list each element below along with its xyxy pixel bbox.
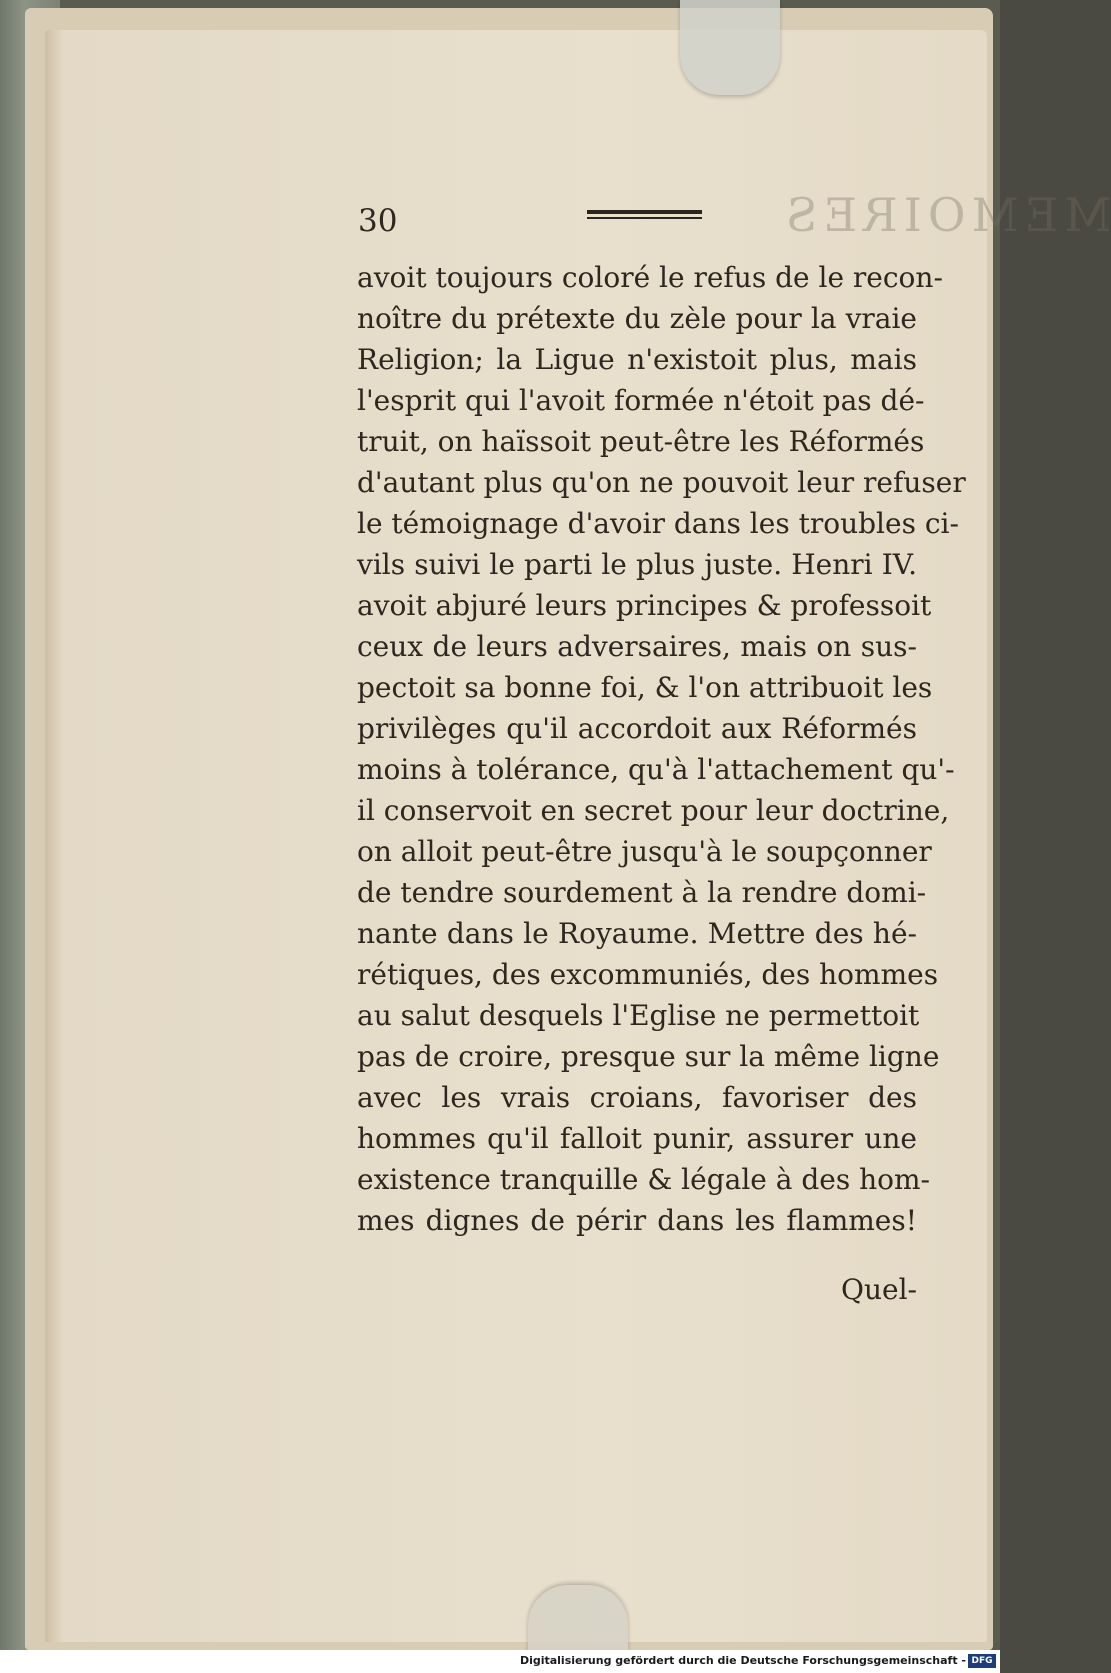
top-clip [680, 0, 780, 95]
text-line: mes dignes de périr dans les flammes! [357, 1204, 917, 1237]
text-line: l'esprit qui l'avoit formée n'étoit pas dé- [357, 384, 925, 417]
header-rule [587, 210, 702, 224]
text-line: existence tranquille & légale à des hom- [357, 1163, 931, 1196]
text-line: le témoignage d'avoir dans les troubles ci- [357, 507, 959, 540]
footer-credit: Digitalisierung gefördert durch die Deutsche Forschungsgemeinschaft - [519, 1654, 966, 1667]
dfg-logo: DFG [968, 1654, 996, 1668]
text-line: truit, on haïssoit peut-être les Réformés [357, 425, 925, 458]
page-number: 30 [358, 203, 398, 239]
text-line: privilèges qu'il accordoit aux Réformés [357, 712, 917, 745]
text-line: rétiques, des excommuniés, des hommes [357, 958, 939, 991]
text-line: de tendre sourdement à la rendre domi- [357, 876, 927, 909]
text-line: Religion; la Ligue n'existoit plus, mais [357, 343, 917, 376]
text-line: au salut desquels l'Eglise ne permettoit [357, 999, 920, 1032]
text-line: pas de croire, presque sur la même ligne [357, 1040, 940, 1073]
body-text [357, 257, 966, 1241]
text-line: noître du prétexte du zèle pour la vraie [357, 302, 917, 335]
text-line: avec les vrais croians, favoriser des [357, 1081, 917, 1114]
catchword: Quel- [841, 1273, 917, 1306]
text-line: avoit abjuré leurs principes & professoit [357, 589, 932, 622]
text-line: il conservoit en secret pour leur doctrine, [357, 794, 950, 827]
bleed-through-text: MEMOIRES [780, 188, 1111, 242]
text-line: d'autant plus qu'on ne pouvoit leur refuser [357, 466, 966, 499]
text-line: avoit toujours coloré le refus de le recon- [357, 261, 943, 294]
bottom-clip [528, 1585, 628, 1660]
text-line: ceux de leurs adversaires, mais on sus- [357, 630, 917, 663]
text-line: nante dans le Royaume. Mettre des hé- [357, 917, 917, 950]
text-line: pectoit sa bonne foi, & l'on attribuoit les [357, 671, 933, 704]
text-line: on alloit peut-être jusqu'à le soupçonner [357, 835, 932, 868]
text-line: hommes qu'il falloit punir, assurer une [357, 1122, 917, 1155]
text-line: vils suivi le parti le plus juste. Henri IV. [357, 548, 917, 581]
text-line: moins à tolérance, qu'à l'attachement qu'- [357, 753, 955, 786]
